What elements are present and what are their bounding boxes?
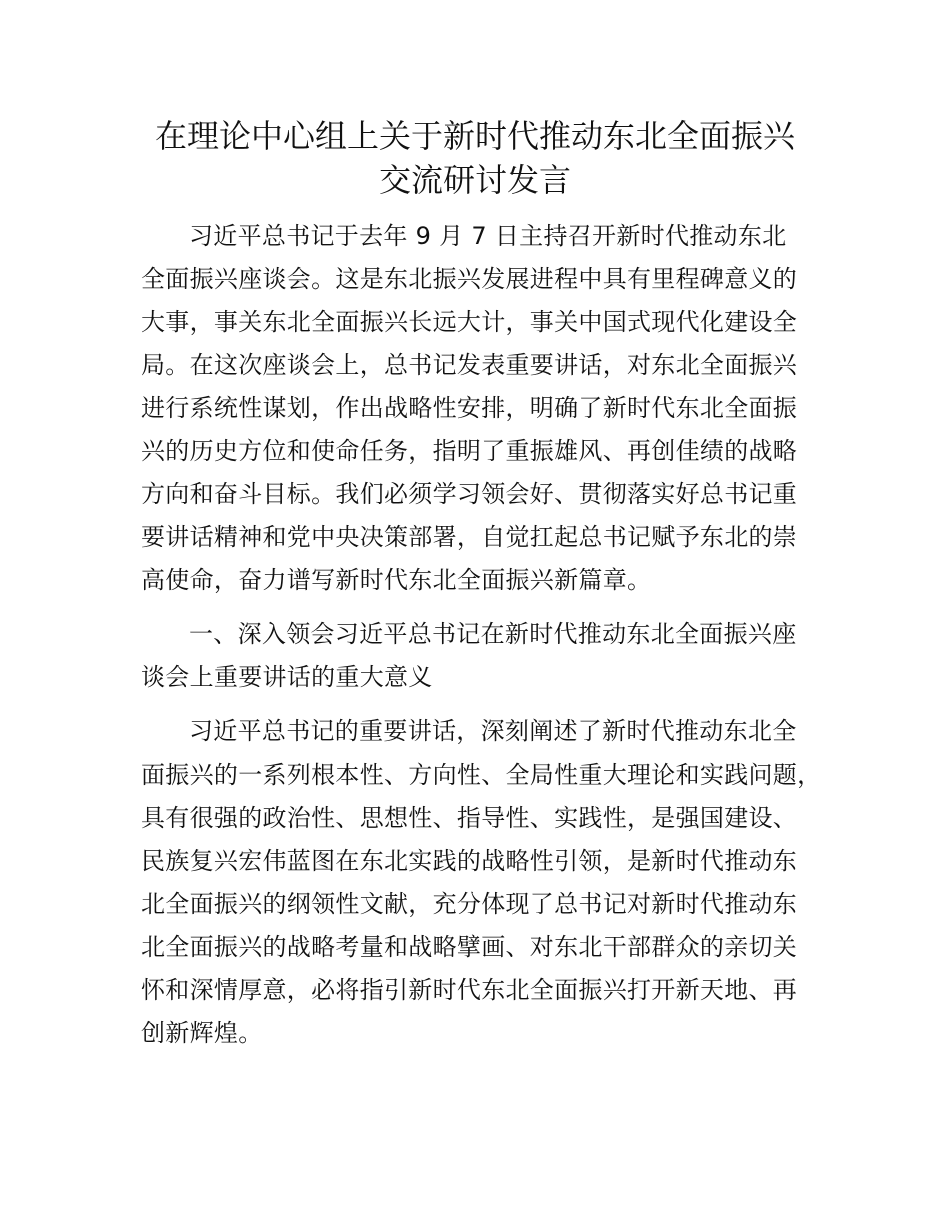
paragraph-line: 兴的历史方位和使命任务，指明了重振雄风、再创佳绩的战略 xyxy=(141,437,798,465)
paragraph-line: 全面振兴座谈会。这是东北振兴发展进程中具有里程碑意义的 xyxy=(141,265,798,293)
paragraph-line: 要讲话精神和党中央决策部署，自觉扛起总书记赋予东北的崇 xyxy=(141,523,798,551)
paragraph-line: 民族复兴宏伟蓝图在东北实践的战略性引领，是新时代推动东 xyxy=(141,847,798,875)
paragraph-line: 方向和奋斗目标。我们必须学习领会好、贯彻落实好总书记重 xyxy=(141,480,798,508)
paragraph-line: 局。在这次座谈会上，总书记发表重要讲话，对东北全面振兴 xyxy=(141,351,798,379)
paragraph-line: 北全面振兴的战略考量和战略擘画、对东北干部群众的亲切关 xyxy=(141,933,798,961)
heading-line: 谈会上重要讲话的重大意义 xyxy=(141,663,433,691)
paragraph-line: 习近平总书记于去年 9 月 7 日主持召开新时代推动东北 xyxy=(189,222,787,250)
heading-line: 一、深入领会习近平总书记在新时代推动东北全面振兴座 xyxy=(189,620,797,648)
paragraph-line: 创新辉煌。 xyxy=(141,1019,263,1047)
paragraph-line: 高使命，奋力谱写新时代东北全面振兴新篇章。 xyxy=(141,566,652,594)
document-title-line-1: 在理论中心组上关于新时代推动东北全面振兴 xyxy=(154,117,795,155)
paragraph-line: 具有很强的政治性、思想性、指导性、实践性，是强国建设、 xyxy=(141,804,798,832)
paragraph-line: 北全面振兴的纲领性文献，充分体现了总书记对新时代推动东 xyxy=(141,890,798,918)
paragraph-line: 怀和深情厚意，必将指引新时代东北全面振兴打开新天地、再 xyxy=(141,976,798,1004)
paragraph-line: 面振兴的一系列根本性、方向性、全局性重大理论和实践问题， xyxy=(141,761,822,789)
paragraph-line: 大事，事关东北全面振兴长远大计，事关中国式现代化建设全 xyxy=(141,308,798,336)
paragraph-line: 进行系统性谋划，作出战略性安排，明确了新时代东北全面振 xyxy=(141,394,798,422)
document-title-line-2: 交流研讨发言 xyxy=(378,161,571,199)
paragraph-line: 习近平总书记的重要讲话，深刻阐述了新时代推动东北全 xyxy=(189,717,797,745)
